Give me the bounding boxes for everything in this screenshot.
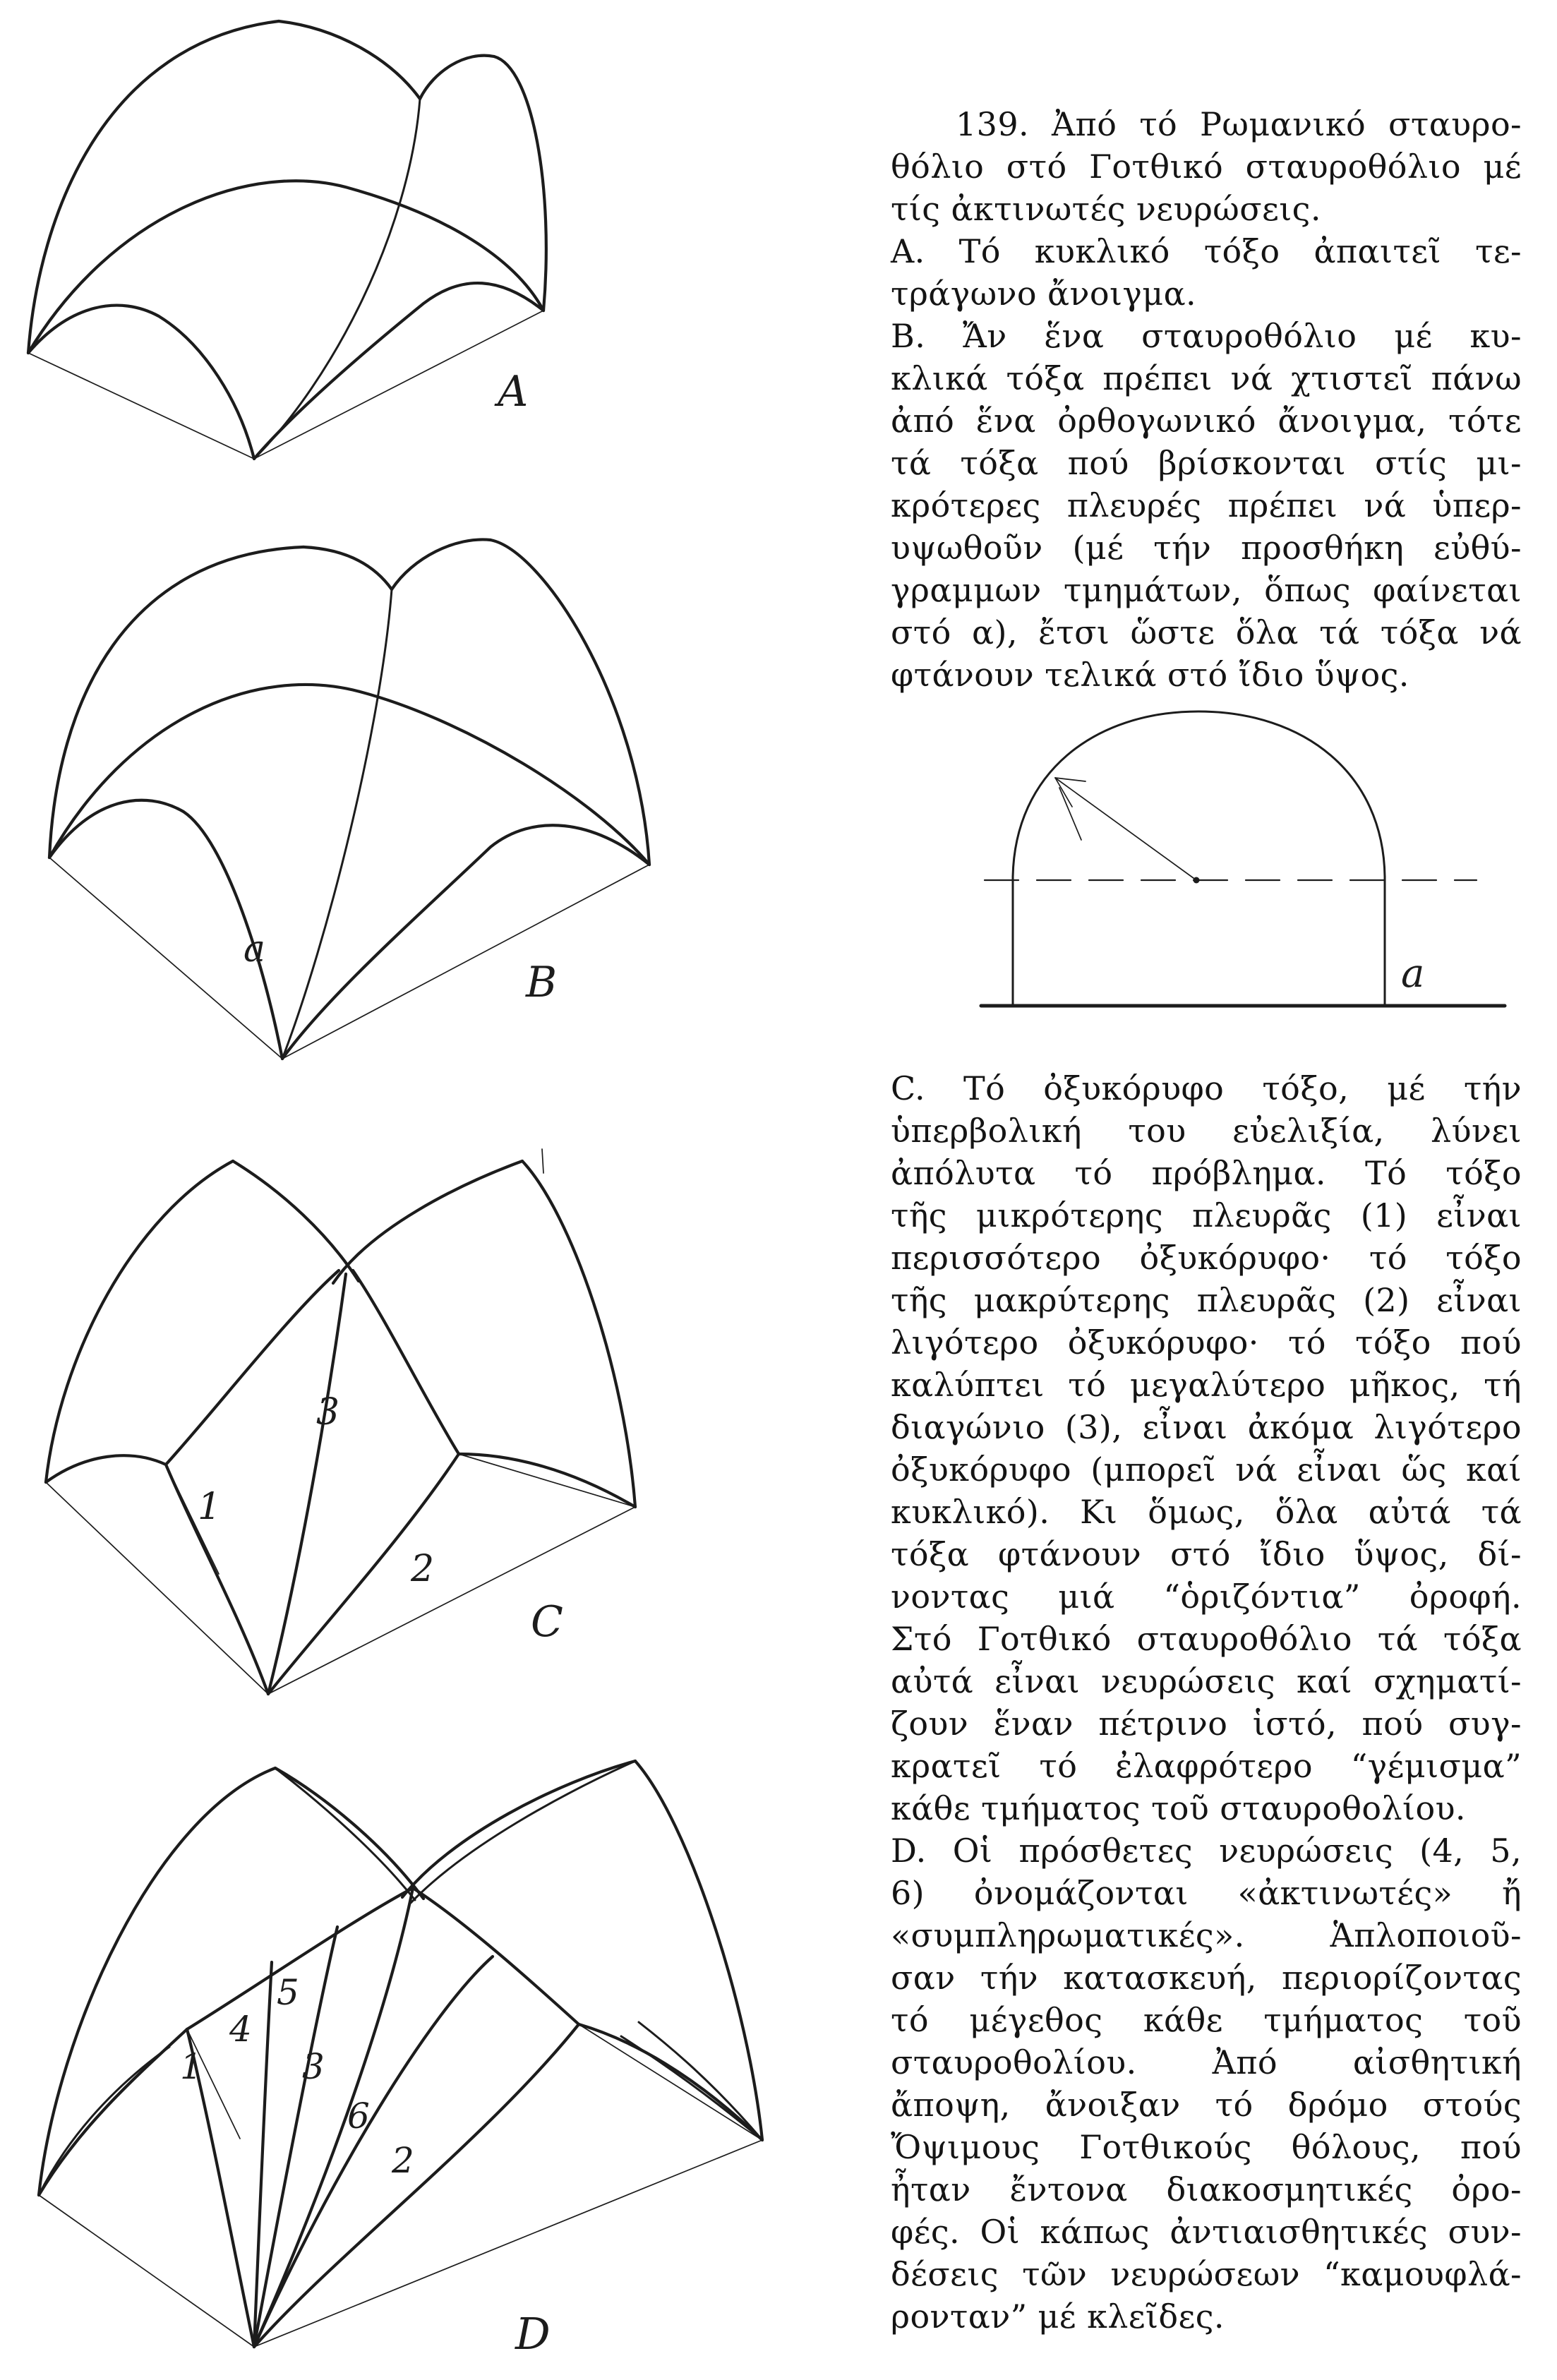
- text-line: περισσότερο ὀξυκόρυφο· τό τόξο: [891, 1239, 1522, 1277]
- text-line: φτάνουν τελικά στό ἴδιο ὕψος.: [891, 656, 1409, 694]
- figure-C-pointed-rib-vault: [7, 1122, 706, 1708]
- text-line: «συμπληρωματικές». Ἁπλοποιοῦ-: [891, 1916, 1522, 1954]
- text-line: ἀπόλυτα τό πρόβλημα. Τό τόξο: [891, 1154, 1522, 1192]
- text-line: C. Τό ὀξυκόρυφο τόξο, μέ τήν: [891, 1069, 1522, 1107]
- vault-D-ribs: [39, 1761, 762, 2347]
- text-line: τίς ἀκτινωτές νευρώσεις.: [891, 190, 1321, 228]
- text-line: D. Οἱ πρόσθετες νευρώσεις (4, 5,: [891, 1832, 1522, 1870]
- figure-A-label: A: [498, 367, 529, 416]
- text-line: καλύπτει τό μεγαλύτερο μῆκος, τή: [891, 1366, 1522, 1404]
- text-line: Β. Ἄν ἕνα σταυροθόλιο μέ κυ-: [891, 317, 1522, 355]
- arch-a-lines: [981, 711, 1505, 1006]
- vault-B-baselines: [49, 858, 649, 1059]
- text-line: τό μέγεθος κάθε τμήματος τοῦ: [891, 2001, 1522, 2039]
- text-line: κυκλικό). Κι ὅμως, ὅλα αὐτά τά: [891, 1493, 1522, 1531]
- text-line: σαν τήν κατασκευή, περιορίζοντας: [891, 1959, 1522, 1997]
- text-line: φές. Οἱ κάπως ἀντιαισθητικές συν-: [891, 2213, 1522, 2251]
- text-line: ὑπερβολική του εὐελιξία, λύνει: [891, 1112, 1522, 1150]
- text-line: 6) ὀνομάζονται «ἀκτινωτές» ἤ: [891, 1874, 1522, 1912]
- figure-D-rib3-label: 3: [302, 2046, 325, 2087]
- figure-D-label: D: [515, 2308, 551, 2360]
- text-line: νοντας μιά “ὁριζόντια” ὀροφή.: [891, 1577, 1522, 1616]
- text-line: υψωθοῦν (μέ τήν προσθήκη εὐθύ-: [891, 529, 1522, 567]
- text-line: Ὄψιμους Γοτθικούς θόλους, πού: [891, 2128, 1522, 2166]
- figure-a-label: a: [1401, 951, 1425, 997]
- text-line: τράγωνο ἄνοιγμα.: [891, 275, 1197, 313]
- vault-A-arches: [28, 21, 546, 459]
- text-line: τῆς μακρύτερης πλευρᾶς (2) εἶναι: [891, 1281, 1522, 1319]
- figure-D-rib1-label: 1: [180, 2046, 203, 2087]
- vault-B-arches: [49, 539, 649, 1059]
- figure-D-rib6-label: 6: [347, 2096, 370, 2136]
- text-line: γραμμων τμημάτων, ὅπως φαίνεται: [891, 571, 1522, 609]
- text-line: λιγότερο ὀξυκόρυφο· τό τόξο πού: [891, 1323, 1522, 1362]
- figure-a-stilted-arch: [974, 699, 1510, 1016]
- text-line: Στό Γοτθικό σταυροθόλιο τά τόξα: [891, 1620, 1522, 1658]
- text-line: ζουν ἕναν πέτρινο ἱστό, πού συγ-: [891, 1705, 1522, 1743]
- figure-D-rib4-label: 4: [229, 2009, 252, 2050]
- text-line: ἦταν ἔντονα διακοσμητικές ὀρο-: [891, 2170, 1522, 2208]
- figure-C-rib2-label: 2: [411, 1548, 435, 1590]
- text-line: ἀπό ἕνα ὀρθογωνικό ἄνοιγμα, τότε: [891, 402, 1522, 440]
- text-line: κρατεῖ τό ἐλαφρότερο “γέμισμα”: [891, 1747, 1522, 1785]
- figure-D-rib5-label: 5: [277, 1972, 299, 2013]
- text-line: τά τόξα πού βρίσκονται στίς μι-: [891, 444, 1522, 482]
- text-line: κάθε τμήματος τοῦ σταυροθολίου.: [891, 1789, 1466, 1827]
- text-line: 139. Ἀπό τό Ρωμανικό σταυρο-: [956, 105, 1522, 143]
- paragraph-block-C-D: [891, 1067, 1522, 2338]
- text-line: Α. Τό κυκλικό τόξο ἀπαιτεῖ τε-: [891, 232, 1522, 270]
- text-line: κρότερες πλευρές πρέπει νά ὑπερ-: [891, 486, 1522, 524]
- text-line: τόξα φτάνουν στό ἴδιο ὕψος, δί-: [891, 1535, 1522, 1573]
- text-line: κλικά τόξα πρέπει νά χτιστεῖ πάνω: [891, 359, 1522, 397]
- figure-C-rib1-label: 1: [198, 1486, 222, 1528]
- vault-A-baselines: [28, 311, 543, 459]
- text-line: αὐτά εἶναι νευρώσεις καί σχηματί-: [891, 1662, 1522, 1700]
- text-line: ρονταν” μέ κλεῖδες.: [891, 2297, 1225, 2336]
- figure-A-round-cross-vault: [7, 0, 600, 480]
- text-line: θόλιο στό Γοτθικό σταυροθόλιο μέ: [891, 148, 1522, 186]
- paragraph-block-intro-A-B: [891, 103, 1522, 696]
- text-line: τῆς μικρότερης πλευρᾶς (1) εἶναι: [891, 1196, 1522, 1234]
- figure-B-stilted-cross-vault: [7, 487, 706, 1073]
- text-line: ὀξυκόρυφο (μπορεῖ νά εἶναι ὥς καί: [891, 1450, 1522, 1489]
- text-line: διαγώνιο (3), εἶναι ἀκόμα λιγότερο: [891, 1408, 1522, 1446]
- text-line: στό α), ἔτσι ὥστε ὅλα τά τόξα νά: [891, 613, 1522, 651]
- figure-D-rib2-label: 2: [392, 2140, 414, 2181]
- figure-D-radiating-rib-vault: [0, 1708, 776, 2380]
- text-line: δέσεις τῶν νευρώσεων “καμουφλά-: [891, 2255, 1522, 2293]
- figure-C-rib3-label: 3: [316, 1391, 340, 1434]
- figure-B-stilt-label: a: [244, 928, 266, 970]
- arch-a-radius-arrow: [1055, 778, 1200, 884]
- text-line: σταυροθολίου. Ἀπό αἰσθητική: [891, 2043, 1522, 2081]
- figure-B-label: B: [526, 958, 558, 1007]
- figure-C-label: C: [531, 1597, 563, 1647]
- text-line: ἄποψη, ἄνοιξαν τό δρόμο στούς: [891, 2086, 1522, 2124]
